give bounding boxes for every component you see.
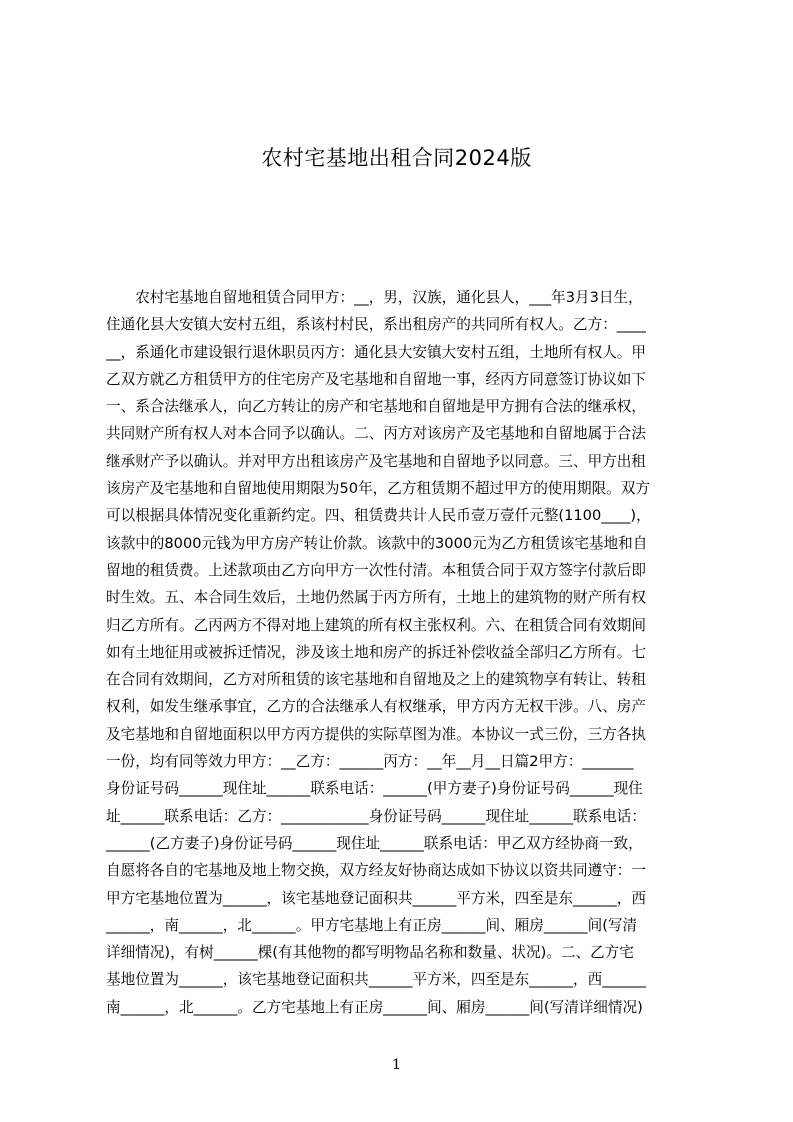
body-line: 如有土地征用或被拆迁情况，涉及该土地和房产的拆迁补偿收益全部归乙方所有。七	[106, 643, 646, 661]
body-line: 南______，北______。乙方宅基地上有正房______间、厢房______间(写清详细情况)	[106, 998, 643, 1016]
body-line: 可以根据具体情况变化重新约定。四、租赁费共计人民币壹万壹仟元整(1100____)，	[106, 507, 651, 525]
body-line: 乙双方就乙方租赁甲方的住宅房产及宅基地和自留地一事，经丙方同意签订协议如下	[106, 370, 646, 388]
body-line: 权利，如发生继承事宜，乙方的合法继承人有权继承，甲方丙方无权干涉。八、房产	[106, 698, 646, 716]
body-line: 时生效。五、本合同生效后，土地仍然属于丙方所有，土地上的建筑物的财产所有权	[106, 589, 646, 607]
body-line: 留地的租赁费。上述款项由乙方向甲方一次性付清。本租赁合同于双方签字付款后即	[106, 561, 646, 579]
body-line: 及宅基地和自留地面积以甲方丙方提供的实际草图为准。本协议一式三份，三方各执	[106, 725, 646, 743]
body-line: 址______联系电话：乙方：____________身份证号码______现住址______联系电话：	[106, 807, 646, 825]
page-number: 1	[392, 1057, 401, 1073]
body-line: ______，南______，北______。甲方宅基地上有正房______间、厢房______间(写清	[106, 916, 638, 934]
body-line: 共同财产所有权人对本合同予以确认。二、丙方对该房产及宅基地和自留地属于合法	[106, 425, 646, 443]
body-line: 一、系合法继承人，向乙方转让的房产和宅基地和自留地是甲方拥有合法的继承权，	[106, 398, 646, 416]
body-line: 归乙方所有。乙丙两方不得对地上建筑的所有权主张权利。六、在租赁合同有效期间	[106, 616, 646, 634]
body-line: 该款中的8000元钱为甲方房产转让价款。该款中的3000元为乙方租赁该宅基地和自	[106, 534, 648, 552]
body-line: __，系通化市建设银行退休职员丙方：通化县大安镇大安村五组，土地所有权人。甲	[106, 343, 646, 361]
body-line: 该房产及宅基地和自留地使用期限为50年，乙方租赁期不超过甲方的使用期限。双方	[106, 480, 650, 498]
body-line: 甲方宅基地位置为______，该宅基地登记面积共______平方米，四至是东______，西	[106, 889, 646, 907]
body-line: 基地位置为______，该宅基地登记面积共______平方米，四至是东______，西______	[106, 971, 646, 989]
body-line: 身份证号码______现住址______联系电话：______(甲方妻子)身份证号码______现住	[106, 780, 643, 798]
body-line: 在合同有效期间，乙方对所租赁的该宅基地和自留地及之上的建筑物享有转让、转租	[106, 671, 646, 689]
body-line: 自愿将各自的宅基地及地上物交换，双方经友好协商达成如下协议以资共同遵守：一	[106, 862, 646, 880]
body-line: 详细情况)，有树______棵(有其他物的都写明物品名称和数量、状况)。二、乙方宅	[106, 944, 634, 962]
body-line: 继承财产予以确认。并对甲方出租该房产及宅基地和自留地予以同意。三、甲方出租	[106, 452, 646, 470]
document-title: 农村宅基地出租合同2024版	[261, 146, 532, 170]
body-line: ______(乙方妻子)身份证号码______现住址______联系电话：甲乙双方经协商一致，	[106, 834, 643, 852]
body-line: 一份，均有同等效力甲方：__乙方：______丙方：__年__月__日篇2甲方：_______	[106, 753, 634, 771]
body-line: 住通化县大安镇大安村五组，系该村村民，系出租房产的共同所有权人。乙方：____	[106, 316, 646, 334]
body-line: 农村宅基地自留地租赁合同甲方：__，男，汉族，通化县人，___年3月3日生，	[106, 289, 643, 306]
contract-body	[106, 284, 698, 1021]
